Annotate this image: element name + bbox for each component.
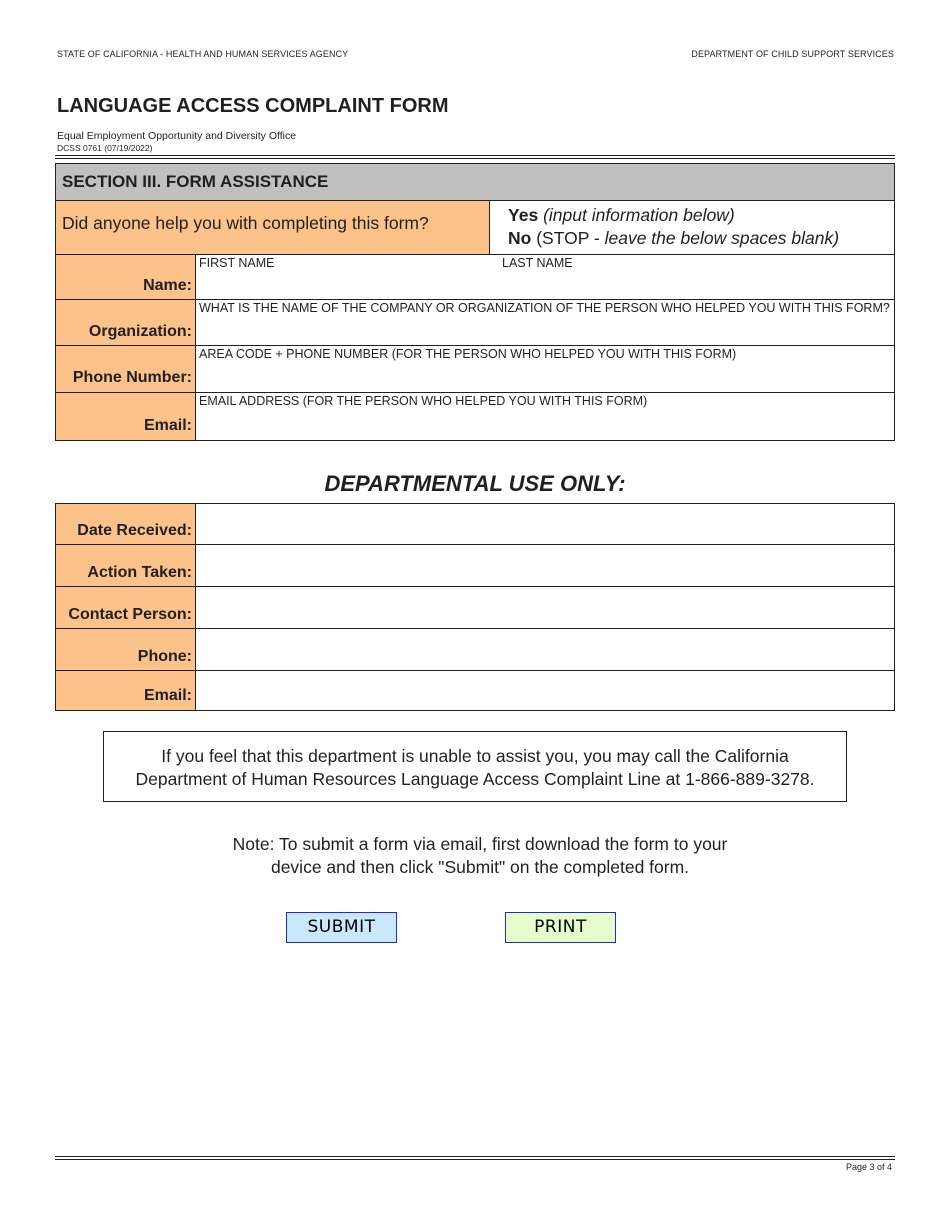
name-field[interactable]	[196, 255, 894, 300]
agency-name: STATE OF CALIFORNIA - HEALTH AND HUMAN SERVICES AGENCY	[57, 49, 349, 59]
contact-person-label: Contact Person:	[68, 606, 192, 623]
departmental-use-table	[55, 503, 895, 711]
date-received-label: Date Received:	[77, 522, 192, 539]
yes-label: Yes	[508, 205, 539, 225]
departmental-use-title: DEPARTMENTAL USE ONLY:	[324, 471, 626, 496]
footer-rule-top	[55, 1156, 895, 1157]
dept-email-label: Email:	[143, 687, 192, 704]
submit-note	[0, 833, 950, 879]
header-rule-bottom	[55, 158, 895, 159]
footer-rule-bottom	[55, 1159, 895, 1160]
organization-hint: WHAT IS THE NAME OF THE COMPANY OR ORGANIZATION OF THE PERSON WHO HELPED YOU WITH THIS FORM?	[199, 301, 890, 315]
no-label: No	[508, 228, 532, 248]
dept-phone-field[interactable]	[196, 629, 894, 671]
form-title: LANGUAGE ACCESS COMPLAINT FORM	[57, 95, 449, 117]
page-number: Page 3 of 4	[845, 1162, 892, 1172]
action-taken-label: Action Taken:	[87, 564, 192, 581]
note-line-2: device and then click "Submit" on the completed form.	[270, 857, 690, 877]
assistance-question: Did anyone help you with completing this form?	[56, 201, 490, 255]
complaint-line-notice	[103, 731, 847, 802]
phone-field[interactable]	[196, 346, 894, 392]
first-name-hint: FIRST NAME	[199, 256, 275, 270]
action-taken-label-cell	[56, 545, 196, 587]
notice-line-1: If you feel that this department is unable to assist you, you may call the California	[161, 746, 789, 766]
organization-label: Organization:	[88, 323, 192, 340]
dept-email-label-cell	[56, 671, 196, 710]
phone-label: Phone Number:	[72, 369, 192, 386]
yes-hint: (input information below)	[543, 205, 735, 225]
phone-label-cell	[56, 346, 196, 392]
organization-field[interactable]	[196, 300, 894, 346]
email-label: Email:	[143, 417, 192, 434]
contact-person-field[interactable]	[196, 587, 894, 629]
name-label: Name:	[143, 277, 192, 294]
contact-person-label-cell	[56, 587, 196, 629]
phone-hint: AREA CODE + PHONE NUMBER (FOR THE PERSON WHO HELPED YOU WITH THIS FORM)	[199, 347, 737, 361]
form-assistance-section	[55, 163, 895, 441]
section-heading: SECTION III. FORM ASSISTANCE	[56, 164, 894, 201]
no-hint-italic: leave the below spaces blank)	[604, 228, 840, 248]
submit-button[interactable]: SUBMIT	[286, 912, 397, 943]
print-button[interactable]: PRINT	[505, 912, 616, 943]
note-line-1: Note: To submit a form via email, first download the form to your	[232, 834, 728, 854]
date-received-field[interactable]	[196, 504, 894, 545]
dept-phone-label-cell	[56, 629, 196, 671]
name-label-cell	[56, 255, 196, 300]
last-name-hint: LAST NAME	[502, 256, 573, 270]
form-number: DCSS 0761 (07/19/2022)	[57, 143, 153, 153]
department-name: DEPARTMENT OF CHILD SUPPORT SERVICES	[691, 49, 894, 59]
no-option[interactable]	[508, 227, 876, 250]
action-taken-field[interactable]	[196, 545, 894, 587]
no-hint-plain: (STOP -	[536, 228, 605, 248]
header-rule-top	[55, 155, 895, 156]
email-label-cell	[56, 393, 196, 440]
date-received-label-cell	[56, 504, 196, 545]
yes-option[interactable]	[508, 204, 876, 227]
assistance-answer-options	[490, 201, 894, 255]
organization-label-cell	[56, 300, 196, 346]
office-name: Equal Employment Opportunity and Diversity Office	[57, 130, 297, 142]
dept-phone-label: Phone:	[137, 648, 192, 665]
email-field[interactable]	[196, 393, 894, 440]
email-hint: EMAIL ADDRESS (FOR THE PERSON WHO HELPED YOU WITH THIS FORM)	[199, 394, 648, 408]
notice-line-2: Department of Human Resources Language Access Complaint Line at 1-866-889-3278.	[135, 769, 815, 789]
dept-email-field[interactable]	[196, 671, 894, 710]
